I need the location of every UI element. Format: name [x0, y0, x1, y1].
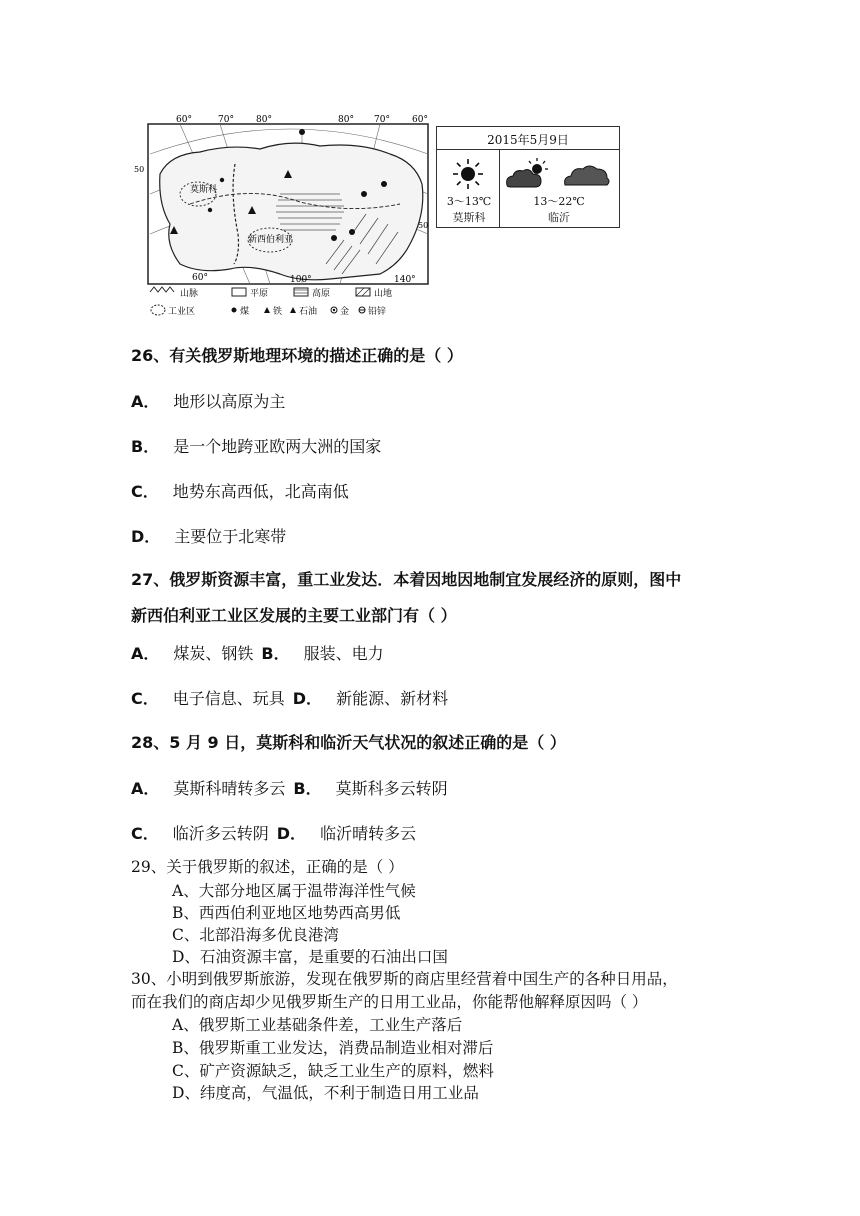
- map-lon-label: 60°: [176, 115, 192, 125]
- q29-option-c: C、北部沿海多优良港湾: [172, 926, 339, 944]
- q29-option-a: A、大部分地区属于温带海洋性气候: [172, 882, 416, 900]
- weather-date: 2015年5月9日: [487, 133, 569, 147]
- q29-option-d: D、石油资源丰富，是重要的石油出口国: [172, 948, 448, 966]
- map-place-moscow: 莫斯科: [190, 185, 218, 195]
- map-legend: [150, 287, 392, 299]
- q29-option-b: B、西西伯利亚地区地势西高男低: [172, 904, 401, 922]
- q26-option-d: D． 主要位于北寒带: [131, 527, 287, 546]
- sunny-icon: [451, 157, 485, 191]
- legend-mountain-land: 山地: [374, 289, 393, 299]
- linyi-name: 临沂: [548, 211, 570, 224]
- q30-option-a: A、俄罗斯工业基础条件差，工业生产落后: [172, 1016, 463, 1034]
- cloudy-icon: [561, 159, 613, 189]
- legend-plateau: 高原: [312, 289, 331, 299]
- q30-option-c: C、矿产资源缺乏，缺乏工业生产的原料，燃料: [172, 1062, 494, 1080]
- moscow-temp: 3～13℃: [446, 195, 492, 208]
- map-place-novosibirsk: 新西伯利亚: [248, 235, 294, 245]
- map-legend-resources: [151, 305, 386, 317]
- map-lon-label: 60°: [412, 115, 428, 125]
- q28-stem: 28、5 月 9 日，莫斯科和临沂天气状况的叙述正确的是（ ）: [131, 733, 566, 752]
- moscow-name: 莫斯科: [452, 211, 486, 224]
- legend-industrial-zone: 工业区: [168, 307, 196, 317]
- legend-coal: 煤: [240, 307, 250, 317]
- q27-options-row2: C． 电子信息、玩具 D． 新能源、新材料: [131, 689, 449, 708]
- legend-mountains: 山脉: [180, 289, 199, 299]
- q27-stem-line2: 新西伯利亚工业区发展的主要工业部门有（ ）: [131, 606, 457, 625]
- q26-option-b: B． 是一个地跨亚欧两大洲的国家: [131, 437, 382, 456]
- map-lon-label: 80°: [338, 115, 354, 125]
- q30-stem-line1: 30、小明到俄罗斯旅游，发现在俄罗斯的商店里经营着中国生产的各种日用品，: [131, 970, 678, 988]
- q26-option-a: A． 地形以高原为主: [131, 392, 286, 411]
- q26-option-c: C． 地势东高西低，北高南低: [131, 482, 349, 501]
- map-lon-label: 60°: [192, 273, 208, 283]
- q28-options-row2: C． 临沂多云转阴 D． 临沂晴转多云: [131, 824, 417, 843]
- q30-option-d: D、纬度高，气温低，不利于制造日用工业品: [172, 1084, 479, 1102]
- legend-gold: 金: [340, 307, 350, 317]
- legend-plain: 平原: [250, 289, 269, 299]
- q27-options-row1: A． 煤炭、钢铁 B． 服装、电力: [131, 644, 384, 663]
- map-lat-label: 50: [418, 221, 429, 230]
- map-lon-label: 70°: [218, 115, 234, 125]
- russia-map-figure: [130, 114, 430, 320]
- map-lat-label: 50: [134, 165, 145, 174]
- q28-options-row1: A． 莫斯科晴转多云 B． 莫斯科多云转阴: [131, 779, 448, 798]
- legend-oil: 石油: [299, 307, 318, 317]
- map-lon-label: 80°: [256, 115, 272, 125]
- q30-stem-line2: 而在我们的商店却少见俄罗斯生产的日用工业品，你能帮他解释原因吗（ ）: [131, 993, 648, 1011]
- partly-cloudy-icon: [503, 157, 557, 191]
- weather-panel: [436, 126, 620, 228]
- legend-lead-zinc: 铅锌: [368, 307, 387, 317]
- q27-stem-line1: 27、俄罗斯资源丰富，重工业发达．本着因地因地制宜发展经济的原则，图中: [131, 570, 682, 589]
- q30-option-b: B、俄罗斯重工业发达，消费品制造业相对滞后: [172, 1039, 494, 1057]
- legend-iron: 铁: [273, 307, 283, 317]
- map-lon-label: 70°: [374, 115, 390, 125]
- map-lon-label: 100°: [290, 275, 312, 285]
- map-lon-label: 140°: [394, 275, 416, 285]
- q26-stem: 26、有关俄罗斯地理环境的描述正确的是（ ）: [131, 346, 463, 365]
- q29-stem: 29、关于俄罗斯的叙述，正确的是（ ）: [131, 858, 404, 876]
- linyi-temp: 13～22℃: [533, 195, 585, 208]
